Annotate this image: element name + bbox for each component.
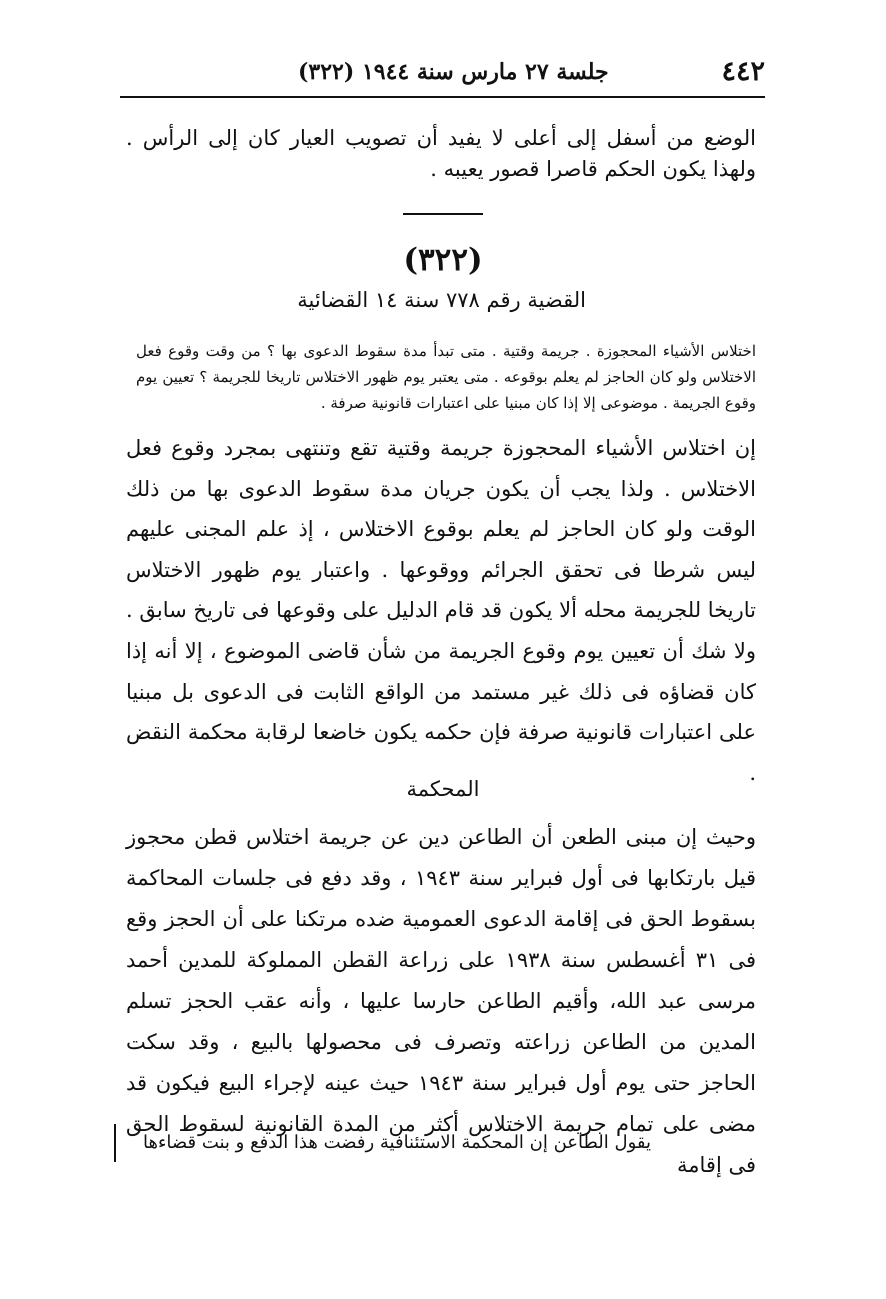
- session-title: جلسة ٢٧ مارس سنة ١٩٤٤ (٣٢٢): [298, 59, 609, 85]
- intro-paragraph: الوضع من أسفل إلى أعلى لا يفيد أن تصويب العيار كان إلى الرأس . ولهذا يكون الحكم قاصرا قصور يعيبه .: [126, 126, 756, 181]
- case-reference: القضية رقم ٧٧٨ سنة ١٤ القضائية: [297, 288, 586, 312]
- court-reasoning: وحيث إن مبنى الطعن أن الطاعن دين عن جريمة اختلاس قطن محجوز قيل بارتكابها فى أول فبراير سنة ١٩٤٣ ، وقد دفع فى جلسات المحاكمة بسقوط الحق فى إقامة الدعوى العمومية ضده مرتكنا على أن الحجز وقع فى ٣١ أغسطس سنة ١٩٣٨ على زراعة القطن المملوكة للمدين أحمد مرسى عبد الله، وأقيم الطاعن حارسا عليها ، وأنه عقب الحجز تسلم المدين من الطاعن زراعته وتصرف فى محصولها بالبيع ، وقد سكت الحاجز حتى يوم أول فبراير سنة ١٩٤٣ حيث عينه لإجراء البيع فيكون قد مضى على تمام جريمة الاختلاس أكثر من المدة القانونية لسقوط الحق فى إقامة: [126, 825, 756, 1177]
- court-heading: المحكمة: [406, 777, 480, 801]
- page-number: ٤٤٢: [721, 56, 765, 87]
- legal-principle: إن اختلاس الأشياء المحجوزة جريمة وقتية تقع وتنتهى بمجرد وقوع فعل الاختلاس . ولذا يجب أن يكون جريان مدة سقوط الدعوى بها من ذلك الوقت ولو كان الحاجز لم يعلم بوقوع الاختلاس ، إذ علم المجنى عليهم ليس شرطا فى تحقق الجرائم ووقوعها . واعتبار يوم ظهور الاختلاس تاريخا للجريمة محله ألا يكون قد قام الدليل على وقوعها فى تاريخ سابق . ولا شك أن تعيين يوم وقوع الجريمة من شأن قاضى الموضوع ، إلا أنه إذا كان قضاؤه فى ذلك غير مستمد من الواقع الثابت فى الدعوى بل مبنيا على اعتبارات قانونية صرفة فإن حكمه يكون خاضعا لرقابة محكمة النقض .: [126, 436, 756, 785]
- running-header: [120, 52, 765, 98]
- case-summary: اختلاس الأشياء المحجوزة . جريمة وقتية . متى تبدأ مدة سقوط الدعوى بها ؟ من وقت وقوع فعل الاختلاس ولو كان الحاجز لم يعلم بوقوعه . متى يعتبر يوم ظهور الاختلاس تاريخا للجريمة ؟ تعيين يوم وقوع الجريمة . موضوعى إلا إذا كان مبنيا على اعتبارات قانونية صرفة .: [136, 342, 756, 412]
- footnote-line: يقول الطاعن إن المحكمة الاستئنافية رفضت هذا الدفع و بنت قضاءها: [114, 1124, 651, 1162]
- case-number: (٣٢٢): [403, 242, 483, 278]
- section-divider: [403, 213, 483, 215]
